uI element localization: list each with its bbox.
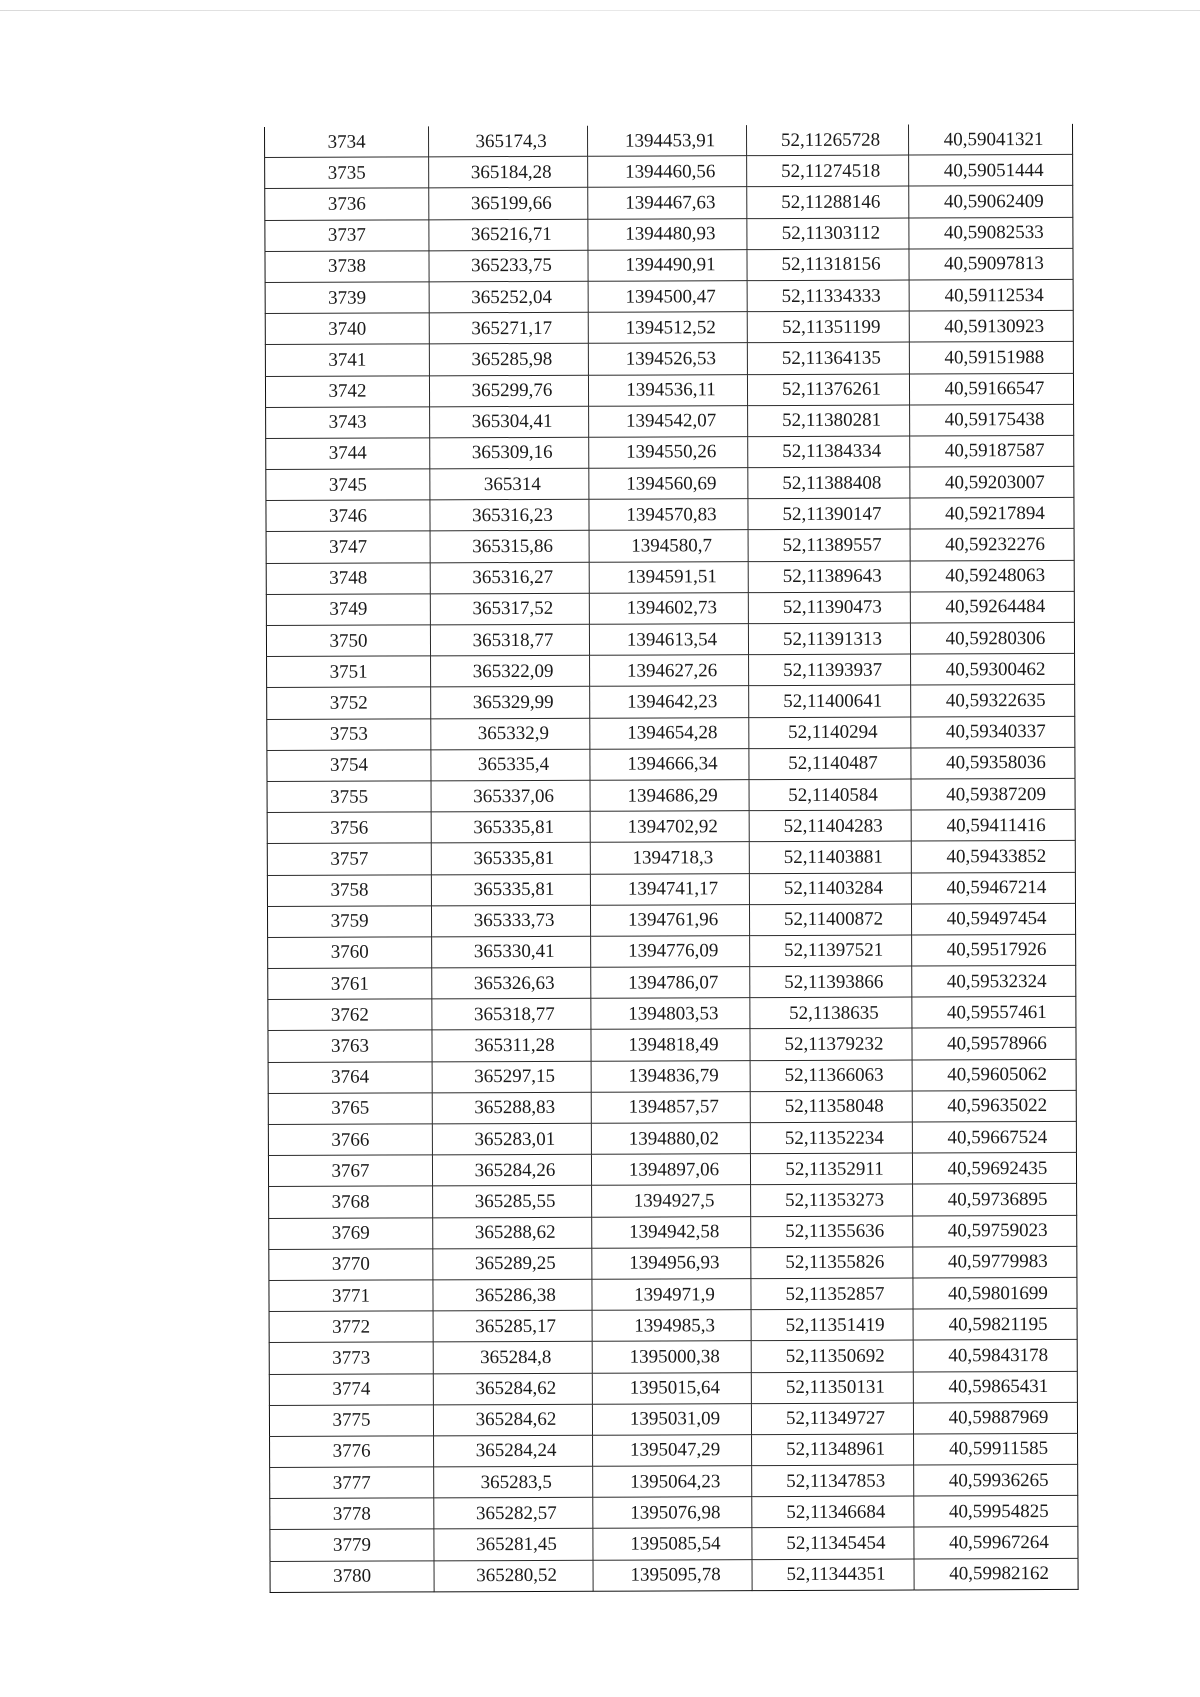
table-row xyxy=(268,1153,1076,1187)
table-row xyxy=(267,716,1075,750)
y-coordinate-cell: 1394836,79 xyxy=(591,1060,750,1092)
point-number-cell: 3768 xyxy=(269,1186,433,1218)
latitude-cell: 52,11380281 xyxy=(748,405,910,437)
y-coordinate-cell: 1394956,93 xyxy=(592,1247,751,1279)
y-coordinate-cell: 1394560,69 xyxy=(589,468,748,500)
x-coordinate-cell: 365299,76 xyxy=(429,375,588,407)
longitude-cell: 40,59051444 xyxy=(909,155,1073,187)
table-row xyxy=(268,934,1076,968)
y-coordinate-cell: 1394460,56 xyxy=(588,156,747,188)
x-coordinate-cell: 365335,81 xyxy=(431,874,590,906)
table-row xyxy=(268,1028,1076,1062)
y-coordinate-cell: 1394580,7 xyxy=(589,530,748,562)
x-coordinate-cell: 365271,17 xyxy=(429,312,588,344)
table-row xyxy=(266,529,1074,563)
latitude-cell: 52,11351419 xyxy=(751,1309,913,1341)
longitude-cell: 40,59112534 xyxy=(909,279,1073,311)
x-coordinate-cell: 365288,83 xyxy=(432,1092,591,1124)
y-coordinate-cell: 1394702,92 xyxy=(590,811,749,843)
latitude-cell: 52,11384334 xyxy=(748,436,910,468)
y-coordinate-cell: 1394526,53 xyxy=(588,343,747,375)
table-row xyxy=(265,373,1073,407)
table-row xyxy=(269,1184,1077,1218)
point-number-cell: 3757 xyxy=(267,843,431,875)
latitude-cell: 52,11344351 xyxy=(752,1559,914,1591)
table-row xyxy=(267,778,1075,812)
y-coordinate-cell: 1394718,3 xyxy=(590,842,749,874)
y-coordinate-cell: 1394480,93 xyxy=(588,218,747,250)
y-coordinate-cell: 1394818,49 xyxy=(591,1029,750,1061)
table-row xyxy=(268,1090,1076,1124)
x-coordinate-cell: 365285,17 xyxy=(433,1310,592,1342)
latitude-cell: 52,11404283 xyxy=(749,810,911,842)
table-row xyxy=(270,1558,1078,1592)
table-row xyxy=(269,1371,1077,1405)
latitude-cell: 52,11393866 xyxy=(750,966,912,998)
longitude-cell: 40,59340337 xyxy=(911,716,1075,748)
longitude-cell: 40,59264484 xyxy=(910,591,1074,623)
latitude-cell: 52,11334333 xyxy=(747,280,909,312)
latitude-cell: 52,11355636 xyxy=(751,1216,913,1248)
longitude-cell: 40,59467214 xyxy=(911,872,1075,904)
y-coordinate-cell: 1394942,58 xyxy=(592,1216,751,1248)
table-row xyxy=(266,498,1074,532)
point-number-cell: 3746 xyxy=(266,500,430,532)
y-coordinate-cell: 1395085,54 xyxy=(593,1528,752,1560)
y-coordinate-cell: 1394857,57 xyxy=(591,1091,750,1123)
table-row xyxy=(269,1340,1077,1374)
x-coordinate-cell: 365199,66 xyxy=(429,188,588,220)
latitude-cell: 52,11403284 xyxy=(749,873,911,905)
table-row xyxy=(269,1309,1077,1343)
y-coordinate-cell: 1394654,28 xyxy=(590,717,749,749)
table-row xyxy=(266,560,1074,594)
longitude-cell: 40,59667524 xyxy=(912,1121,1076,1153)
latitude-cell: 52,11400872 xyxy=(749,904,911,936)
table-row xyxy=(270,1433,1078,1467)
table-row xyxy=(267,841,1075,875)
table-row xyxy=(267,810,1075,844)
table-row xyxy=(269,1246,1077,1280)
point-number-cell: 3735 xyxy=(265,157,429,189)
y-coordinate-cell: 1394897,06 xyxy=(591,1154,750,1186)
latitude-cell: 52,11393937 xyxy=(749,654,911,686)
y-coordinate-cell: 1394613,54 xyxy=(589,624,748,656)
table-row xyxy=(267,747,1075,781)
point-number-cell: 3756 xyxy=(267,812,431,844)
latitude-cell: 52,11288146 xyxy=(747,186,909,218)
point-number-cell: 3744 xyxy=(266,438,430,470)
latitude-cell: 52,11350692 xyxy=(751,1340,913,1372)
longitude-cell: 40,59605062 xyxy=(912,1059,1076,1091)
latitude-cell: 52,11390147 xyxy=(748,498,910,530)
longitude-cell: 40,59433852 xyxy=(911,841,1075,873)
y-coordinate-cell: 1394786,07 xyxy=(591,967,750,999)
y-coordinate-cell: 1394642,23 xyxy=(590,686,749,718)
table-row xyxy=(269,1277,1077,1311)
y-coordinate-cell: 1394490,91 xyxy=(588,249,747,281)
latitude-cell: 52,11352234 xyxy=(750,1122,912,1154)
table-row xyxy=(266,435,1074,469)
latitude-cell: 52,11379232 xyxy=(750,1028,912,1060)
longitude-cell: 40,59532324 xyxy=(912,965,1076,997)
y-coordinate-cell: 1394927,5 xyxy=(592,1185,751,1217)
point-number-cell: 3766 xyxy=(268,1124,432,1156)
x-coordinate-cell: 365329,99 xyxy=(431,687,590,719)
latitude-cell: 52,11345454 xyxy=(752,1527,914,1559)
longitude-cell: 40,59865431 xyxy=(913,1371,1077,1403)
longitude-cell: 40,59578966 xyxy=(912,1028,1076,1060)
point-number-cell: 3758 xyxy=(267,874,431,906)
y-coordinate-cell: 1394453,91 xyxy=(587,125,746,156)
longitude-cell: 40,59801699 xyxy=(913,1277,1077,1309)
x-coordinate-cell: 365297,15 xyxy=(432,1061,591,1093)
table-row xyxy=(266,466,1074,500)
longitude-cell: 40,59887969 xyxy=(913,1402,1077,1434)
y-coordinate-cell: 1395015,64 xyxy=(592,1372,751,1404)
longitude-cell: 40,59779983 xyxy=(913,1246,1077,1278)
x-coordinate-cell: 365280,52 xyxy=(434,1560,593,1592)
point-number-cell: 3743 xyxy=(266,407,430,439)
y-coordinate-cell: 1394550,26 xyxy=(589,437,748,469)
longitude-cell: 40,59322635 xyxy=(911,685,1075,717)
table-row xyxy=(268,997,1076,1031)
y-coordinate-cell: 1394761,96 xyxy=(590,904,749,936)
point-number-cell: 3736 xyxy=(265,188,429,220)
table-row xyxy=(265,155,1073,189)
x-coordinate-cell: 365332,9 xyxy=(431,718,590,750)
x-coordinate-cell: 365316,27 xyxy=(430,562,589,594)
latitude-cell: 52,11349727 xyxy=(751,1403,913,1435)
y-coordinate-cell: 1394570,83 xyxy=(589,499,748,531)
point-number-cell: 3740 xyxy=(265,313,429,345)
point-number-cell: 3779 xyxy=(270,1529,434,1561)
table-row xyxy=(265,248,1073,282)
y-coordinate-cell: 1394741,17 xyxy=(590,873,749,905)
latitude-cell: 52,11355826 xyxy=(751,1247,913,1279)
latitude-cell: 52,11265728 xyxy=(746,125,908,156)
latitude-cell: 52,11348961 xyxy=(752,1434,914,1466)
table-row xyxy=(269,1215,1077,1249)
x-coordinate-cell: 365326,63 xyxy=(432,967,591,999)
point-number-cell: 3742 xyxy=(265,375,429,407)
longitude-cell: 40,59635022 xyxy=(912,1090,1076,1122)
table-row xyxy=(268,1121,1076,1155)
y-coordinate-cell: 1394666,34 xyxy=(590,748,749,780)
point-number-cell: 3771 xyxy=(269,1280,433,1312)
coordinates-table-body xyxy=(265,124,1079,1592)
y-coordinate-cell: 1395064,23 xyxy=(593,1466,752,1498)
point-number-cell: 3774 xyxy=(269,1373,433,1405)
x-coordinate-cell: 365216,71 xyxy=(429,219,588,251)
point-number-cell: 3772 xyxy=(269,1311,433,1343)
longitude-cell: 40,59692435 xyxy=(912,1153,1076,1185)
longitude-cell: 40,59358036 xyxy=(911,747,1075,779)
latitude-cell: 52,11353273 xyxy=(751,1184,913,1216)
point-number-cell: 3747 xyxy=(266,531,430,563)
x-coordinate-cell: 365284,26 xyxy=(432,1154,591,1186)
scan-edge-line xyxy=(0,10,1200,11)
x-coordinate-cell: 365283,01 xyxy=(432,1123,591,1155)
table-row xyxy=(267,685,1075,719)
longitude-cell: 40,59954825 xyxy=(914,1496,1078,1528)
longitude-cell: 40,59411416 xyxy=(911,810,1075,842)
x-coordinate-cell: 365283,5 xyxy=(434,1466,593,1498)
longitude-cell: 40,59936265 xyxy=(914,1464,1078,1496)
latitude-cell: 52,11390473 xyxy=(748,592,910,624)
x-coordinate-cell: 365284,8 xyxy=(433,1342,592,1374)
x-coordinate-cell: 365315,86 xyxy=(430,531,589,563)
point-number-cell: 3780 xyxy=(270,1560,434,1592)
x-coordinate-cell: 365285,55 xyxy=(433,1186,592,1218)
x-coordinate-cell: 365174,3 xyxy=(428,126,587,157)
longitude-cell: 40,59736895 xyxy=(913,1184,1077,1216)
latitude-cell: 52,11400641 xyxy=(749,685,911,717)
x-coordinate-cell: 365284,24 xyxy=(434,1435,593,1467)
x-coordinate-cell: 365288,62 xyxy=(433,1217,592,1249)
x-coordinate-cell: 365281,45 xyxy=(434,1529,593,1561)
y-coordinate-cell: 1394467,63 xyxy=(588,187,747,219)
latitude-cell: 52,11347853 xyxy=(752,1465,914,1497)
point-number-cell: 3755 xyxy=(267,781,431,813)
x-coordinate-cell: 365285,98 xyxy=(429,344,588,376)
point-number-cell: 3752 xyxy=(267,687,431,719)
latitude-cell: 52,11303112 xyxy=(747,218,909,250)
longitude-cell: 40,59387209 xyxy=(911,778,1075,810)
longitude-cell: 40,59130923 xyxy=(909,311,1073,343)
latitude-cell: 52,1140294 xyxy=(749,717,911,749)
x-coordinate-cell: 365282,57 xyxy=(434,1497,593,1529)
y-coordinate-cell: 1395095,78 xyxy=(593,1559,752,1591)
x-coordinate-cell: 365309,16 xyxy=(430,437,589,469)
x-coordinate-cell: 365233,75 xyxy=(429,250,588,282)
point-number-cell: 3749 xyxy=(266,594,430,626)
y-coordinate-cell: 1394971,9 xyxy=(592,1279,751,1311)
table-row xyxy=(266,622,1074,656)
longitude-cell: 40,59843178 xyxy=(913,1340,1077,1372)
table-row xyxy=(265,186,1073,220)
point-number-cell: 3762 xyxy=(268,999,432,1031)
point-number-cell: 3777 xyxy=(270,1467,434,1499)
point-number-cell: 3759 xyxy=(267,906,431,938)
longitude-cell: 40,59280306 xyxy=(910,622,1074,654)
longitude-cell: 40,59967264 xyxy=(914,1527,1078,1559)
latitude-cell: 52,1138635 xyxy=(750,997,912,1029)
table-row xyxy=(265,311,1073,345)
longitude-cell: 40,59982162 xyxy=(914,1558,1078,1590)
point-number-cell: 3734 xyxy=(265,126,429,157)
x-coordinate-cell: 365335,81 xyxy=(431,811,590,843)
x-coordinate-cell: 365316,23 xyxy=(430,500,589,532)
point-number-cell: 3767 xyxy=(268,1155,432,1187)
x-coordinate-cell: 365335,81 xyxy=(431,843,590,875)
y-coordinate-cell: 1395031,09 xyxy=(592,1403,751,1435)
table-row xyxy=(267,872,1075,906)
longitude-cell: 40,59097813 xyxy=(909,248,1073,280)
table-row xyxy=(265,279,1073,313)
point-number-cell: 3750 xyxy=(266,625,430,657)
latitude-cell: 52,11389643 xyxy=(748,561,910,593)
longitude-cell: 40,59166547 xyxy=(909,373,1073,405)
longitude-cell: 40,59557461 xyxy=(912,997,1076,1029)
latitude-cell: 52,11346684 xyxy=(752,1496,914,1528)
latitude-cell: 52,11352857 xyxy=(751,1278,913,1310)
point-number-cell: 3769 xyxy=(269,1217,433,1249)
longitude-cell: 40,59082533 xyxy=(909,217,1073,249)
longitude-cell: 40,59175438 xyxy=(910,404,1074,436)
point-number-cell: 3738 xyxy=(265,251,429,283)
y-coordinate-cell: 1394627,26 xyxy=(590,655,749,687)
y-coordinate-cell: 1395076,98 xyxy=(593,1497,752,1529)
x-coordinate-cell: 365317,52 xyxy=(430,593,589,625)
point-number-cell: 3773 xyxy=(269,1342,433,1374)
point-number-cell: 3778 xyxy=(270,1498,434,1530)
longitude-cell: 40,59821195 xyxy=(913,1309,1077,1341)
longitude-cell: 40,59232276 xyxy=(910,529,1074,561)
longitude-cell: 40,59041321 xyxy=(908,124,1072,155)
point-number-cell: 3741 xyxy=(265,344,429,376)
x-coordinate-cell: 365284,62 xyxy=(433,1404,592,1436)
point-number-cell: 3751 xyxy=(267,656,431,688)
y-coordinate-cell: 1394776,09 xyxy=(591,936,750,968)
latitude-cell: 52,11388408 xyxy=(748,467,910,499)
longitude-cell: 40,59497454 xyxy=(911,903,1075,935)
x-coordinate-cell: 365337,06 xyxy=(431,780,590,812)
latitude-cell: 52,11318156 xyxy=(747,249,909,281)
x-coordinate-cell: 365333,73 xyxy=(431,905,590,937)
y-coordinate-cell: 1394602,73 xyxy=(589,592,748,624)
latitude-cell: 52,11376261 xyxy=(747,374,909,406)
latitude-cell: 52,1140487 xyxy=(749,748,911,780)
latitude-cell: 52,1140584 xyxy=(749,779,911,811)
longitude-cell: 40,59300462 xyxy=(911,654,1075,686)
latitude-cell: 52,11397521 xyxy=(750,935,912,967)
x-coordinate-cell: 365286,38 xyxy=(433,1279,592,1311)
y-coordinate-cell: 1394880,02 xyxy=(591,1123,750,1155)
y-coordinate-cell: 1394512,52 xyxy=(588,312,747,344)
x-coordinate-cell: 365322,09 xyxy=(431,655,590,687)
latitude-cell: 52,11351199 xyxy=(747,311,909,343)
point-number-cell: 3754 xyxy=(267,750,431,782)
y-coordinate-cell: 1394591,51 xyxy=(589,561,748,593)
longitude-cell: 40,59911585 xyxy=(914,1433,1078,1465)
point-number-cell: 3763 xyxy=(268,1030,432,1062)
point-number-cell: 3745 xyxy=(266,469,430,501)
point-number-cell: 3739 xyxy=(265,282,429,314)
latitude-cell: 52,11403881 xyxy=(749,841,911,873)
point-number-cell: 3776 xyxy=(270,1436,434,1468)
latitude-cell: 52,11274518 xyxy=(747,155,909,187)
x-coordinate-cell: 365311,28 xyxy=(432,1030,591,1062)
table-row xyxy=(265,342,1073,376)
point-number-cell: 3760 xyxy=(268,937,432,969)
x-coordinate-cell: 365289,25 xyxy=(433,1248,592,1280)
x-coordinate-cell: 365314 xyxy=(430,468,589,500)
point-number-cell: 3761 xyxy=(268,968,432,1000)
table-row xyxy=(266,404,1074,438)
y-coordinate-cell: 1394500,47 xyxy=(588,281,747,313)
point-number-cell: 3775 xyxy=(269,1405,433,1437)
longitude-cell: 40,59759023 xyxy=(913,1215,1077,1247)
table-row xyxy=(267,903,1075,937)
point-number-cell: 3765 xyxy=(268,1093,432,1125)
table-row xyxy=(265,124,1073,158)
latitude-cell: 52,11389557 xyxy=(748,529,910,561)
point-number-cell: 3737 xyxy=(265,219,429,251)
latitude-cell: 52,11350131 xyxy=(751,1372,913,1404)
longitude-cell: 40,59203007 xyxy=(910,466,1074,498)
y-coordinate-cell: 1394803,53 xyxy=(591,998,750,1030)
y-coordinate-cell: 1394686,29 xyxy=(590,780,749,812)
table-row xyxy=(268,965,1076,999)
point-number-cell: 3753 xyxy=(267,718,431,750)
y-coordinate-cell: 1394542,07 xyxy=(589,405,748,437)
latitude-cell: 52,11391313 xyxy=(748,623,910,655)
y-coordinate-cell: 1394536,11 xyxy=(588,374,747,406)
table-row xyxy=(270,1527,1078,1561)
latitude-cell: 52,11366063 xyxy=(750,1060,912,1092)
table-row xyxy=(270,1464,1078,1498)
y-coordinate-cell: 1395000,38 xyxy=(592,1341,751,1373)
longitude-cell: 40,59248063 xyxy=(910,560,1074,592)
latitude-cell: 52,11364135 xyxy=(747,342,909,374)
point-number-cell: 3748 xyxy=(266,562,430,594)
x-coordinate-cell: 365304,41 xyxy=(430,406,589,438)
longitude-cell: 40,59187587 xyxy=(910,435,1074,467)
longitude-cell: 40,59151988 xyxy=(909,342,1073,374)
table-row xyxy=(266,591,1074,625)
table-row xyxy=(270,1496,1078,1530)
x-coordinate-cell: 365318,77 xyxy=(432,999,591,1031)
x-coordinate-cell: 365330,41 xyxy=(432,936,591,968)
x-coordinate-cell: 365252,04 xyxy=(429,281,588,313)
x-coordinate-cell: 365318,77 xyxy=(430,624,589,656)
table-row xyxy=(269,1402,1077,1436)
coordinates-table xyxy=(264,124,1079,1593)
table-container xyxy=(264,124,1079,1593)
table-row xyxy=(268,1059,1076,1093)
x-coordinate-cell: 365335,4 xyxy=(431,749,590,781)
x-coordinate-cell: 365184,28 xyxy=(429,156,588,188)
longitude-cell: 40,59062409 xyxy=(909,186,1073,218)
longitude-cell: 40,59517926 xyxy=(912,934,1076,966)
latitude-cell: 52,11358048 xyxy=(750,1091,912,1123)
latitude-cell: 52,11352911 xyxy=(750,1153,912,1185)
longitude-cell: 40,59217894 xyxy=(910,498,1074,530)
table-row xyxy=(267,654,1075,688)
point-number-cell: 3770 xyxy=(269,1249,433,1281)
y-coordinate-cell: 1395047,29 xyxy=(593,1435,752,1467)
y-coordinate-cell: 1394985,3 xyxy=(592,1310,751,1342)
point-number-cell: 3764 xyxy=(268,1061,432,1093)
table-row xyxy=(265,217,1073,251)
x-coordinate-cell: 365284,62 xyxy=(433,1373,592,1405)
